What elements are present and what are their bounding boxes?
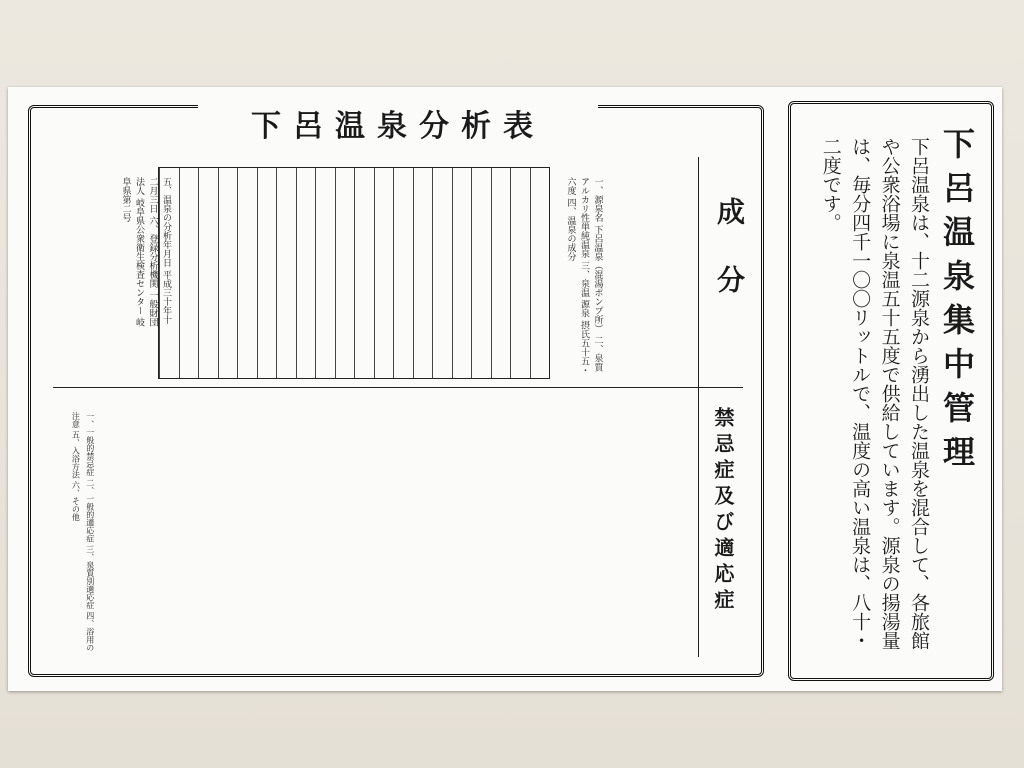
management-title: 下呂温泉集中管理 xyxy=(938,127,976,479)
information-board xyxy=(8,87,1002,691)
source-basics: 一、源泉名 下呂温泉（混湯ポンプ所） 二、泉質 アルカリ性単純温泉 三、泉温 源泉 摂氏五十五・六度 四、温泉の成分 xyxy=(565,177,603,375)
vertical-divider xyxy=(698,157,699,657)
indications-heading: 禁忌症及び適応症 xyxy=(711,407,735,615)
middle-divider xyxy=(53,387,743,388)
component-table xyxy=(158,167,550,379)
analysis-notes: 五、温泉の分析年月日 平成三十年十二月三日 六、登録分析機関 一般財団法人 岐阜県公衆衛生検査センター 岐阜県第二号 xyxy=(120,177,171,327)
management-body: 下呂温泉は、十二源泉から湧出した温泉を混合して、各旅館や公衆浴場に泉温五十五度で供給しています。源泉の揚湯量は、毎分四千一〇〇リットルで、温度の高い温泉は、八十・二度です。 xyxy=(819,137,930,650)
indications-text: 一、一般的禁忌症 二、一般的適応症 三、泉質別適応症 四、浴用の注意 五、入浴方法 六、その他 xyxy=(71,412,95,652)
ingredient-heading: 成分 xyxy=(713,197,746,333)
board-title: 下呂温泉分析表 xyxy=(198,101,598,141)
